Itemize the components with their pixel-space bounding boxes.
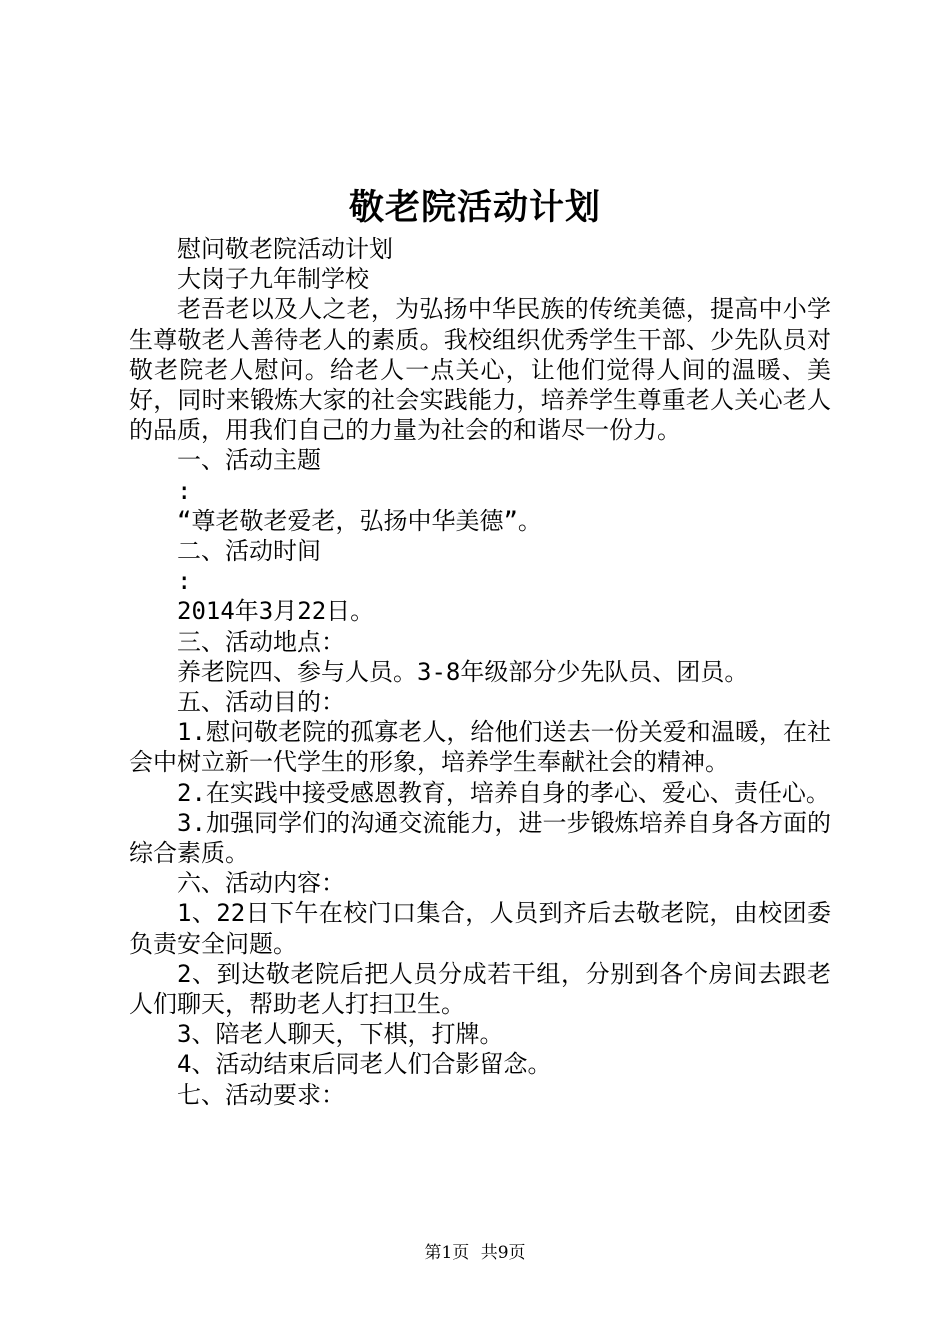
page-number: 第1页 [424, 1243, 470, 1263]
page-total: 共9页 [480, 1243, 526, 1263]
section-heading-time: 二、活动时间 [177, 537, 321, 566]
section-heading-theme: 一、活动主题 [177, 446, 321, 475]
purpose-item: 1.慰问敬老院的孤寡老人，给他们送去一份关爱和温暖，在社会中树立新一代学生的形象，培养学生奉献社会的精神。 [129, 718, 831, 777]
location-participants-text: 养老院四、参与人员。3-8年级部分少先队员、团员。 [177, 657, 749, 686]
intro-paragraph: 老吾老以及人之老，为弘扬中华民族的传统美德，提高中小学生尊敬老人善待老人的素质。我校组织优秀学生干部、少先队员对敬老院老人慰问。给老人一点关心，让他们觉得人间的温暖、美好，同时来锻炼大家的社会实践能力，培养学生尊重老人关心老人的品质，用我们自己的力量为社会的和谐尽一份力。 [129, 295, 831, 445]
content-item: 4、活动结束后同老人们合影留念。 [177, 1050, 552, 1079]
section-heading-requirements: 七、活动要求： [177, 1080, 345, 1109]
subtitle-line: 慰问敬老院活动计划 [177, 235, 393, 263]
section-heading-content: 六、活动内容： [177, 869, 345, 898]
content-item: 3、陪老人聊天，下棋，打牌。 [177, 1020, 504, 1049]
document-title: 敬老院活动计划 [348, 187, 601, 228]
document-body [129, 234, 831, 1110]
purpose-item: 3.加强同学们的沟通交流能力，进一步锻炼培养自身各方面的综合素质。 [129, 808, 831, 868]
content-item: 1、22日下午在校门口集合，人员到齐后去敬老院，由校团委负责安全问题。 [129, 899, 831, 958]
theme-text: “尊老敬老爱老，弘扬中华美德”。 [177, 506, 542, 535]
page-footer [0, 1241, 950, 1265]
colon-line: : [177, 476, 192, 505]
colon-line: : [177, 567, 192, 596]
time-text: 2014年3月22日。 [177, 597, 375, 626]
section-heading-location: 三、活动地点： [177, 627, 345, 656]
school-name: 大岗子九年制学校 [177, 265, 369, 294]
content-item: 2、到达敬老院后把人员分成若干组，分别到各个房间去跟老人们聊天，帮助老人打扫卫生。 [129, 959, 831, 1019]
section-heading-purpose: 五、活动目的： [177, 688, 345, 717]
purpose-item: 2.在实践中接受感恩教育，培养自身的孝心、爱心、责任心。 [177, 778, 830, 807]
